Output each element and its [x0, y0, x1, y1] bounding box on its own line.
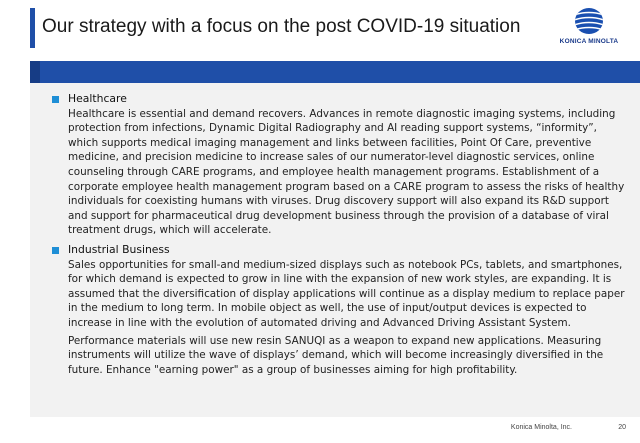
square-bullet-icon: [52, 247, 59, 254]
page-title: Our strategy with a focus on the post COVID-19 situation: [42, 16, 521, 37]
company-logo: [552, 6, 626, 50]
logo-wordmark: KONICA MINOLTA: [559, 38, 619, 45]
healthcare-paragraph: Healthcare is essential and demand recovers. Advances in remote diagnostic imaging systems, including protection from infections, Dynamic Digital Radiography and AI reading support systems, “informity”, which supports medical imaging management and links between facilities, Point Of Care, preventive medicine, and precision medicine to increase sales of our numerator-level diagnostic services, online counseling through CARE programs, and employee health management programs. Establishment of a corporate employee health management program based on a CARE program to assess the risks of healthy individuals for coexisting humans with viruses. Drug discovery support will also expand its R&D support and support for pharmaceutical drug development business through the provision of a database of viral treatment drugs, which will accelerate.: [68, 107, 625, 237]
section-heading-healthcare: Healthcare: [50, 92, 625, 107]
globe-logo-icon: [572, 6, 606, 36]
footer-company: Konica Minolta, Inc.: [510, 424, 572, 431]
section-heading-industrial: Industrial Business: [50, 243, 625, 258]
square-bullet-icon: [52, 96, 59, 103]
title-band-edge: [30, 61, 40, 83]
page-number: 20: [618, 424, 626, 431]
slide-body: [50, 92, 625, 377]
industrial-paragraph-1: Sales opportunities for small-and medium-sized displays such as notebook PCs, tablets, and smartphones, for which demand is expected to grow in line with the expansion of new work styles, are expanding. It is assumed that the diversification of display applications will continue as a display medium to replace paper in the medium to long term. In mobile object as well, the use of input/output devices is expected to increase in line with the evolution of automated driving and Advanced Driving Assistant System.: [68, 258, 625, 329]
title-band: [30, 61, 640, 83]
industrial-paragraph-2: Performance materials will use new resin SANUQI as a weapon to expand new applications. Measuring instruments will utilize the wave of displays’ demand, which will become increasingly diversified in the future. Enhance "earning power" as a group of businesses aiming for high profitability.: [68, 334, 604, 376]
title-accent-bar: [30, 8, 35, 48]
slide-header: [0, 0, 640, 56]
